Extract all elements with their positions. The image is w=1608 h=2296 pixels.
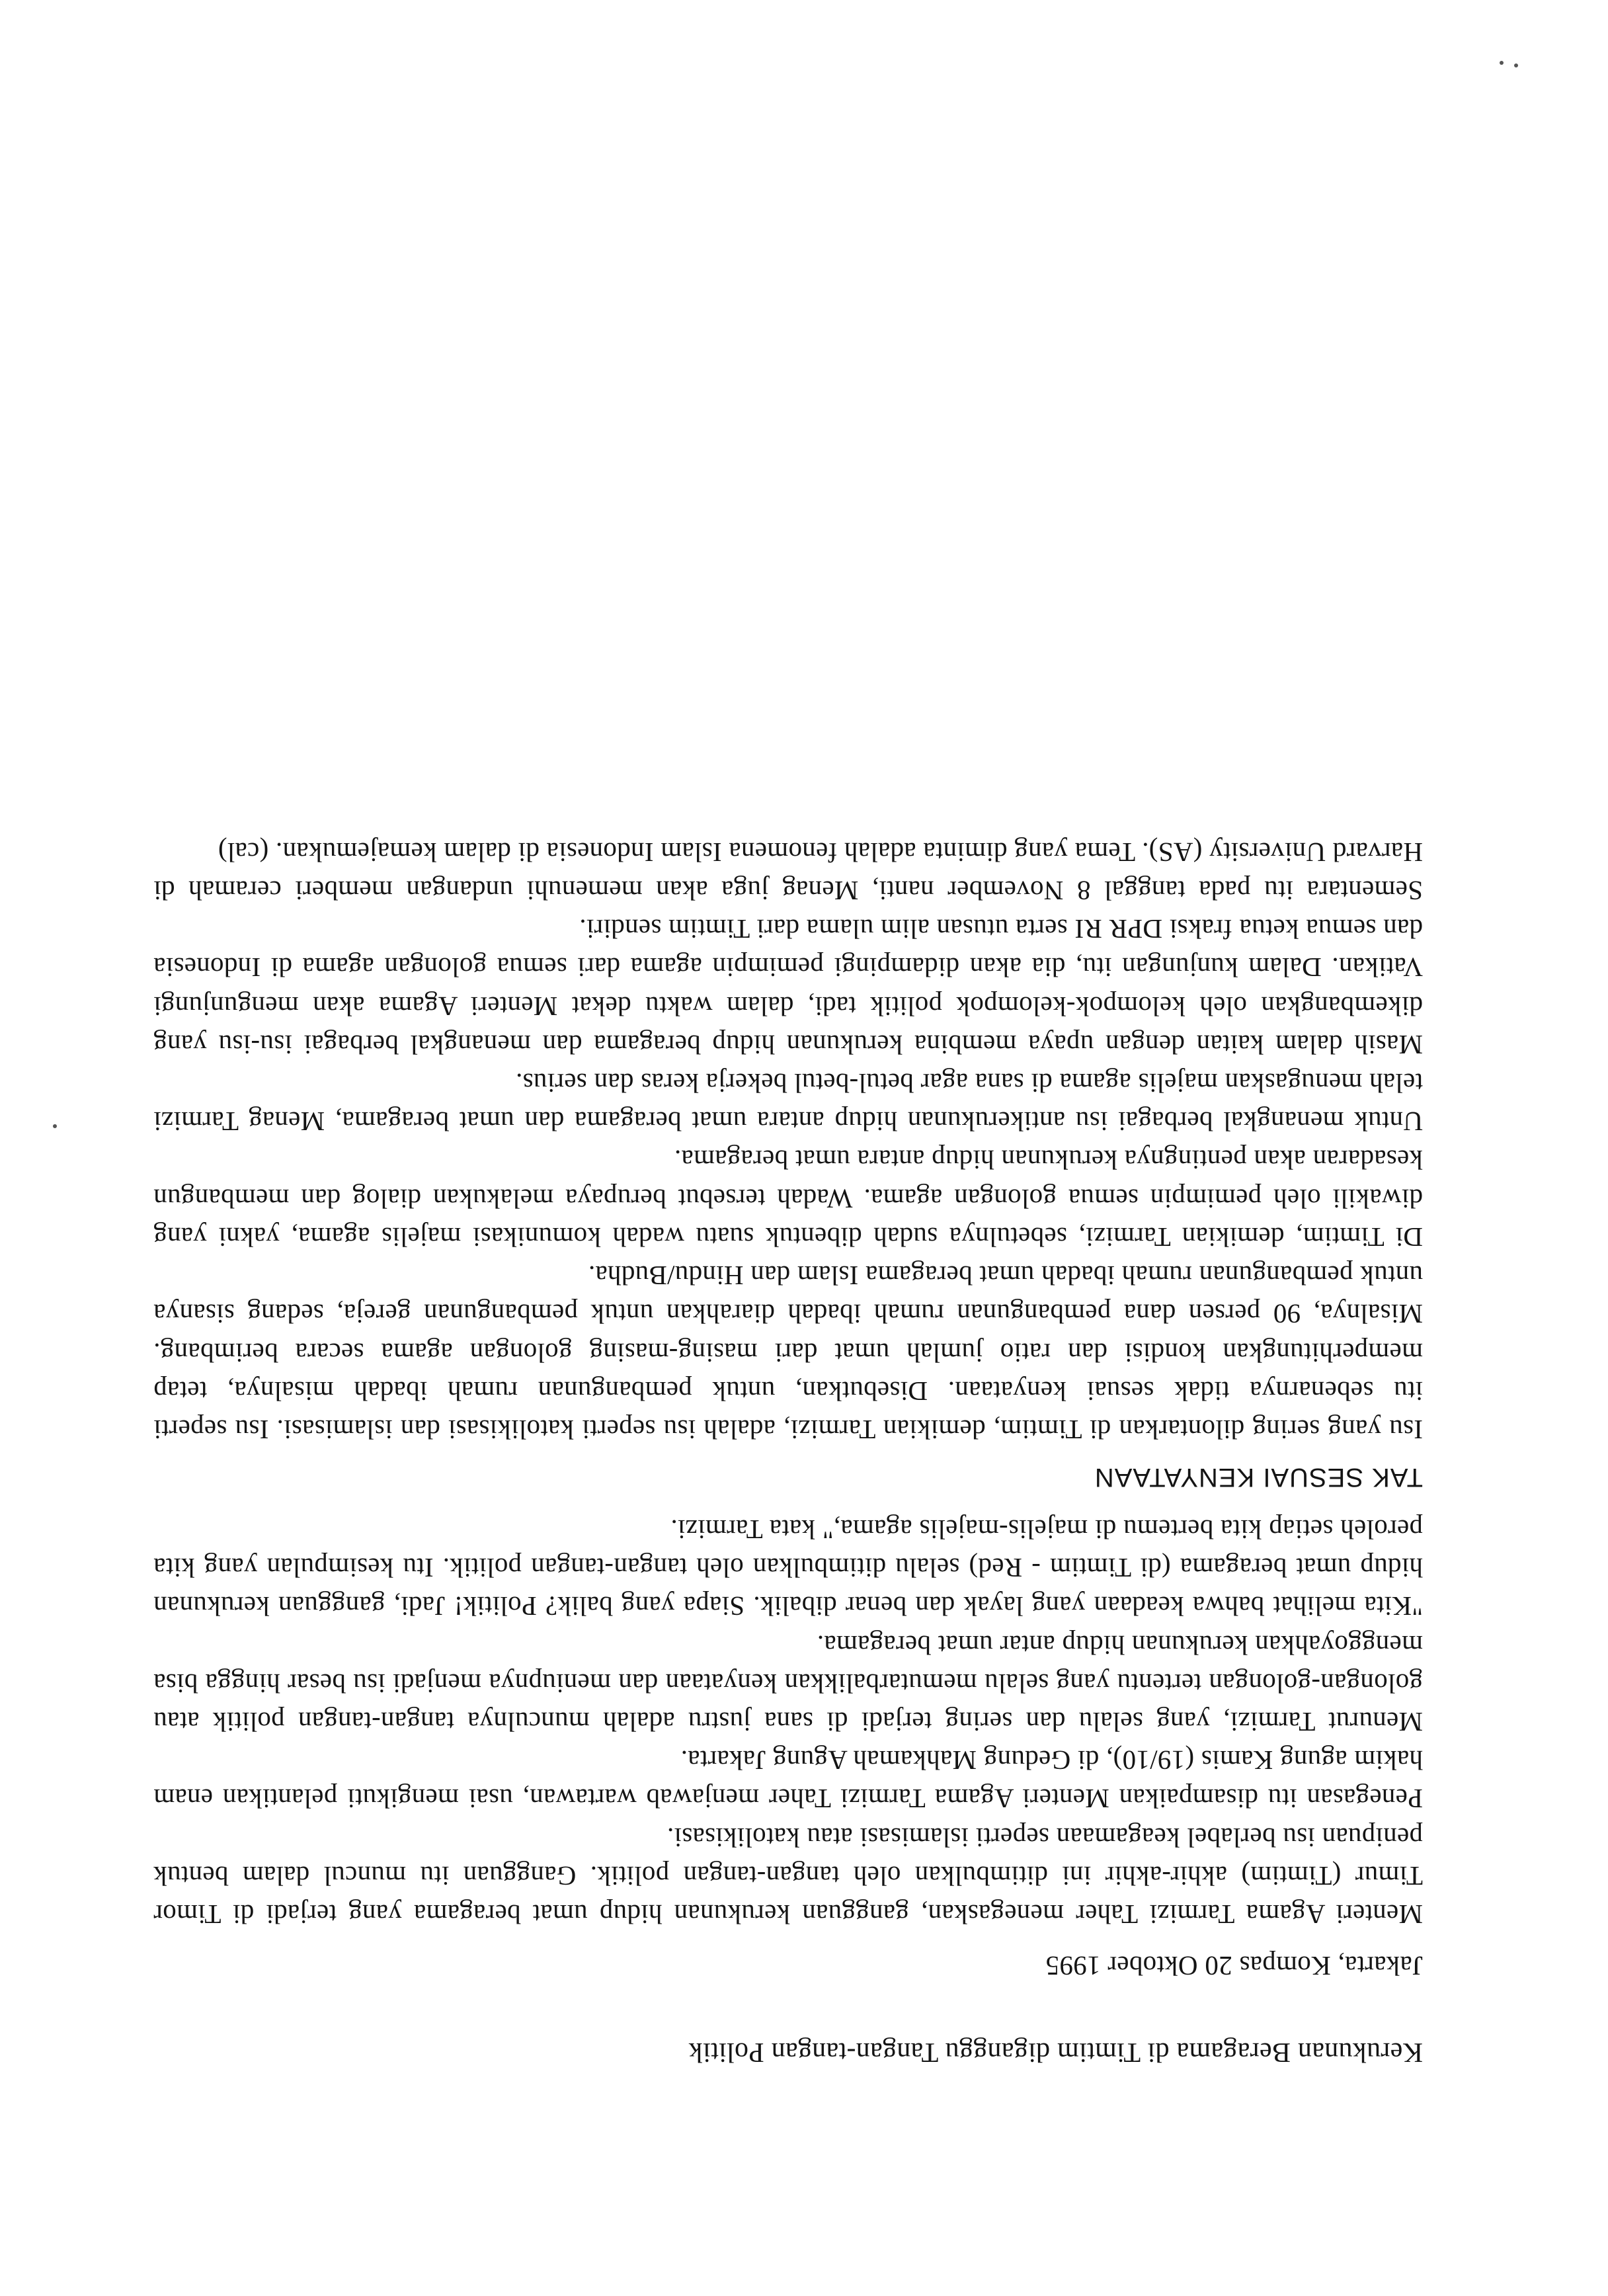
article-dateline: Jakarta, Kompas 20 Oktober 1995 [1045,1951,1423,1982]
paragraph: Untuk menangkal berbagai isu antikerukunan hidup antara umat beragama dan umat beragama, Menag Tarmizi telah menugaskan majelis agama di sana agar betul-betul bekerja keras dan serius. [153,1067,1423,1137]
section-subheading: TAK SESUAI KENYATAAN [1094,1462,1423,1492]
paragraph: Menteri Agama Tarmizi Taher menegaskan, gangguan kerukunan hidup umat beragama yang terjadi di Timor Timur (Timtim) akhir-akhir ini ditimbulkan oleh tangan-tangan politik. Gangguan itu muncul dalam bentuk penipuan isu berlabel keagamaan seperti islamisasi atau katolikisasi. [153,1822,1423,1930]
paragraph: Menurut Tarmizi, yang selalu dan sering terjadi di sana justru adalah munculnya tangan-tangan politik atau golongan-golongan tertentu yang selalu memutarbalikkan kenyataan dan meniupnya menjadi isu besar hingga bisa menggoyahkan kerukunan hidup antar umat beragama. [153,1629,1423,1738]
paragraph: Di Timtim, demikian Tarmizi, sebetulnya sudah dibentuk suatu wadah komunikasi majelis agama, yakni yang diwakili oleh pemimpin semua golongan agama. Wadah tersebut berupaya melakukan dialog dan membangun kesadaran akan pentingnya kerukunan hidup antara umat beragama. [153,1145,1423,1252]
scan-speck [53,1124,57,1128]
paragraph: Isu yang sering dilontarkan di Timtim, demikian Tarmizi, adalah isu seperti katolikisasi dan islamisasi. Isu seperti itu sebenarnya tidak sesuai kenyataan. Disebutkan, untuk pembangunan rumah ibadah misalnya, tetap memperhitungkan kondisi dan ratio jumlah umat dari masing-masing golongan agama secara berimbang. Misalnya, 90 persen dana pembangunan rumah ibadah diarahkan untuk pembangunan gereja, sedang sisanya untuk pembangunan rumah ibadah umat beragama Islam dan Hindu/Budha. [153,1260,1423,1445]
article-title: Kerukunan Beragama di Timtim diganggu Tangan-tangan Politik [688,2037,1423,2067]
paragraph: Masih dalam kaitan dengan upaya membina kerukunan hidup beragama dan menangkal berbagai isu-isu yang dikembangkan oleh kelompok-kelompok politik tadi, dalam waktu dekat Menteri Agama akan mengunjungi Vatikan. Dalam kunjungan itu, dia akan didampingi pemimpin agama dari semua golongan agama di Indonesia dan semua ketua fraksi DPR RI serta utusan alim ulama dari Timtim sendiri. [153,914,1423,1060]
paragraph: Penegasan itu disampaikan Menteri Agama Tarmizi Taher menjawab wartawan, usai mengikuti pelantikan enam hakim agung Kamis (19/10), di Gedung Mahkamah Agung Jakarta. [153,1745,1423,1815]
scan-speck [1514,63,1518,67]
paragraph: Sementara itu pada tanggal 8 November nanti, Menag juga akan memenuhi undangan memberi ceramah di Harvard University (AS). Tema yang diminta adalah fenomena Islam Indonesia di dalam kemajemukan. (cal) [153,837,1423,906]
paragraph: "Kita melihat bahwa keadaan yang layak dan benar dibalik. Siapa yang balik? Politik! Jadi, gangguan kerukunan hidup umat beragama (di Timtim - Red) selalu ditimbulkan oleh tangan-tangan politik. Itu kesimpulan yang kita peroleh setiap kita bertemu di majelis-majelis agama," kata Tarmizi. [153,1514,1423,1622]
article-body [153,833,1423,2071]
scan-speck [1500,61,1504,65]
